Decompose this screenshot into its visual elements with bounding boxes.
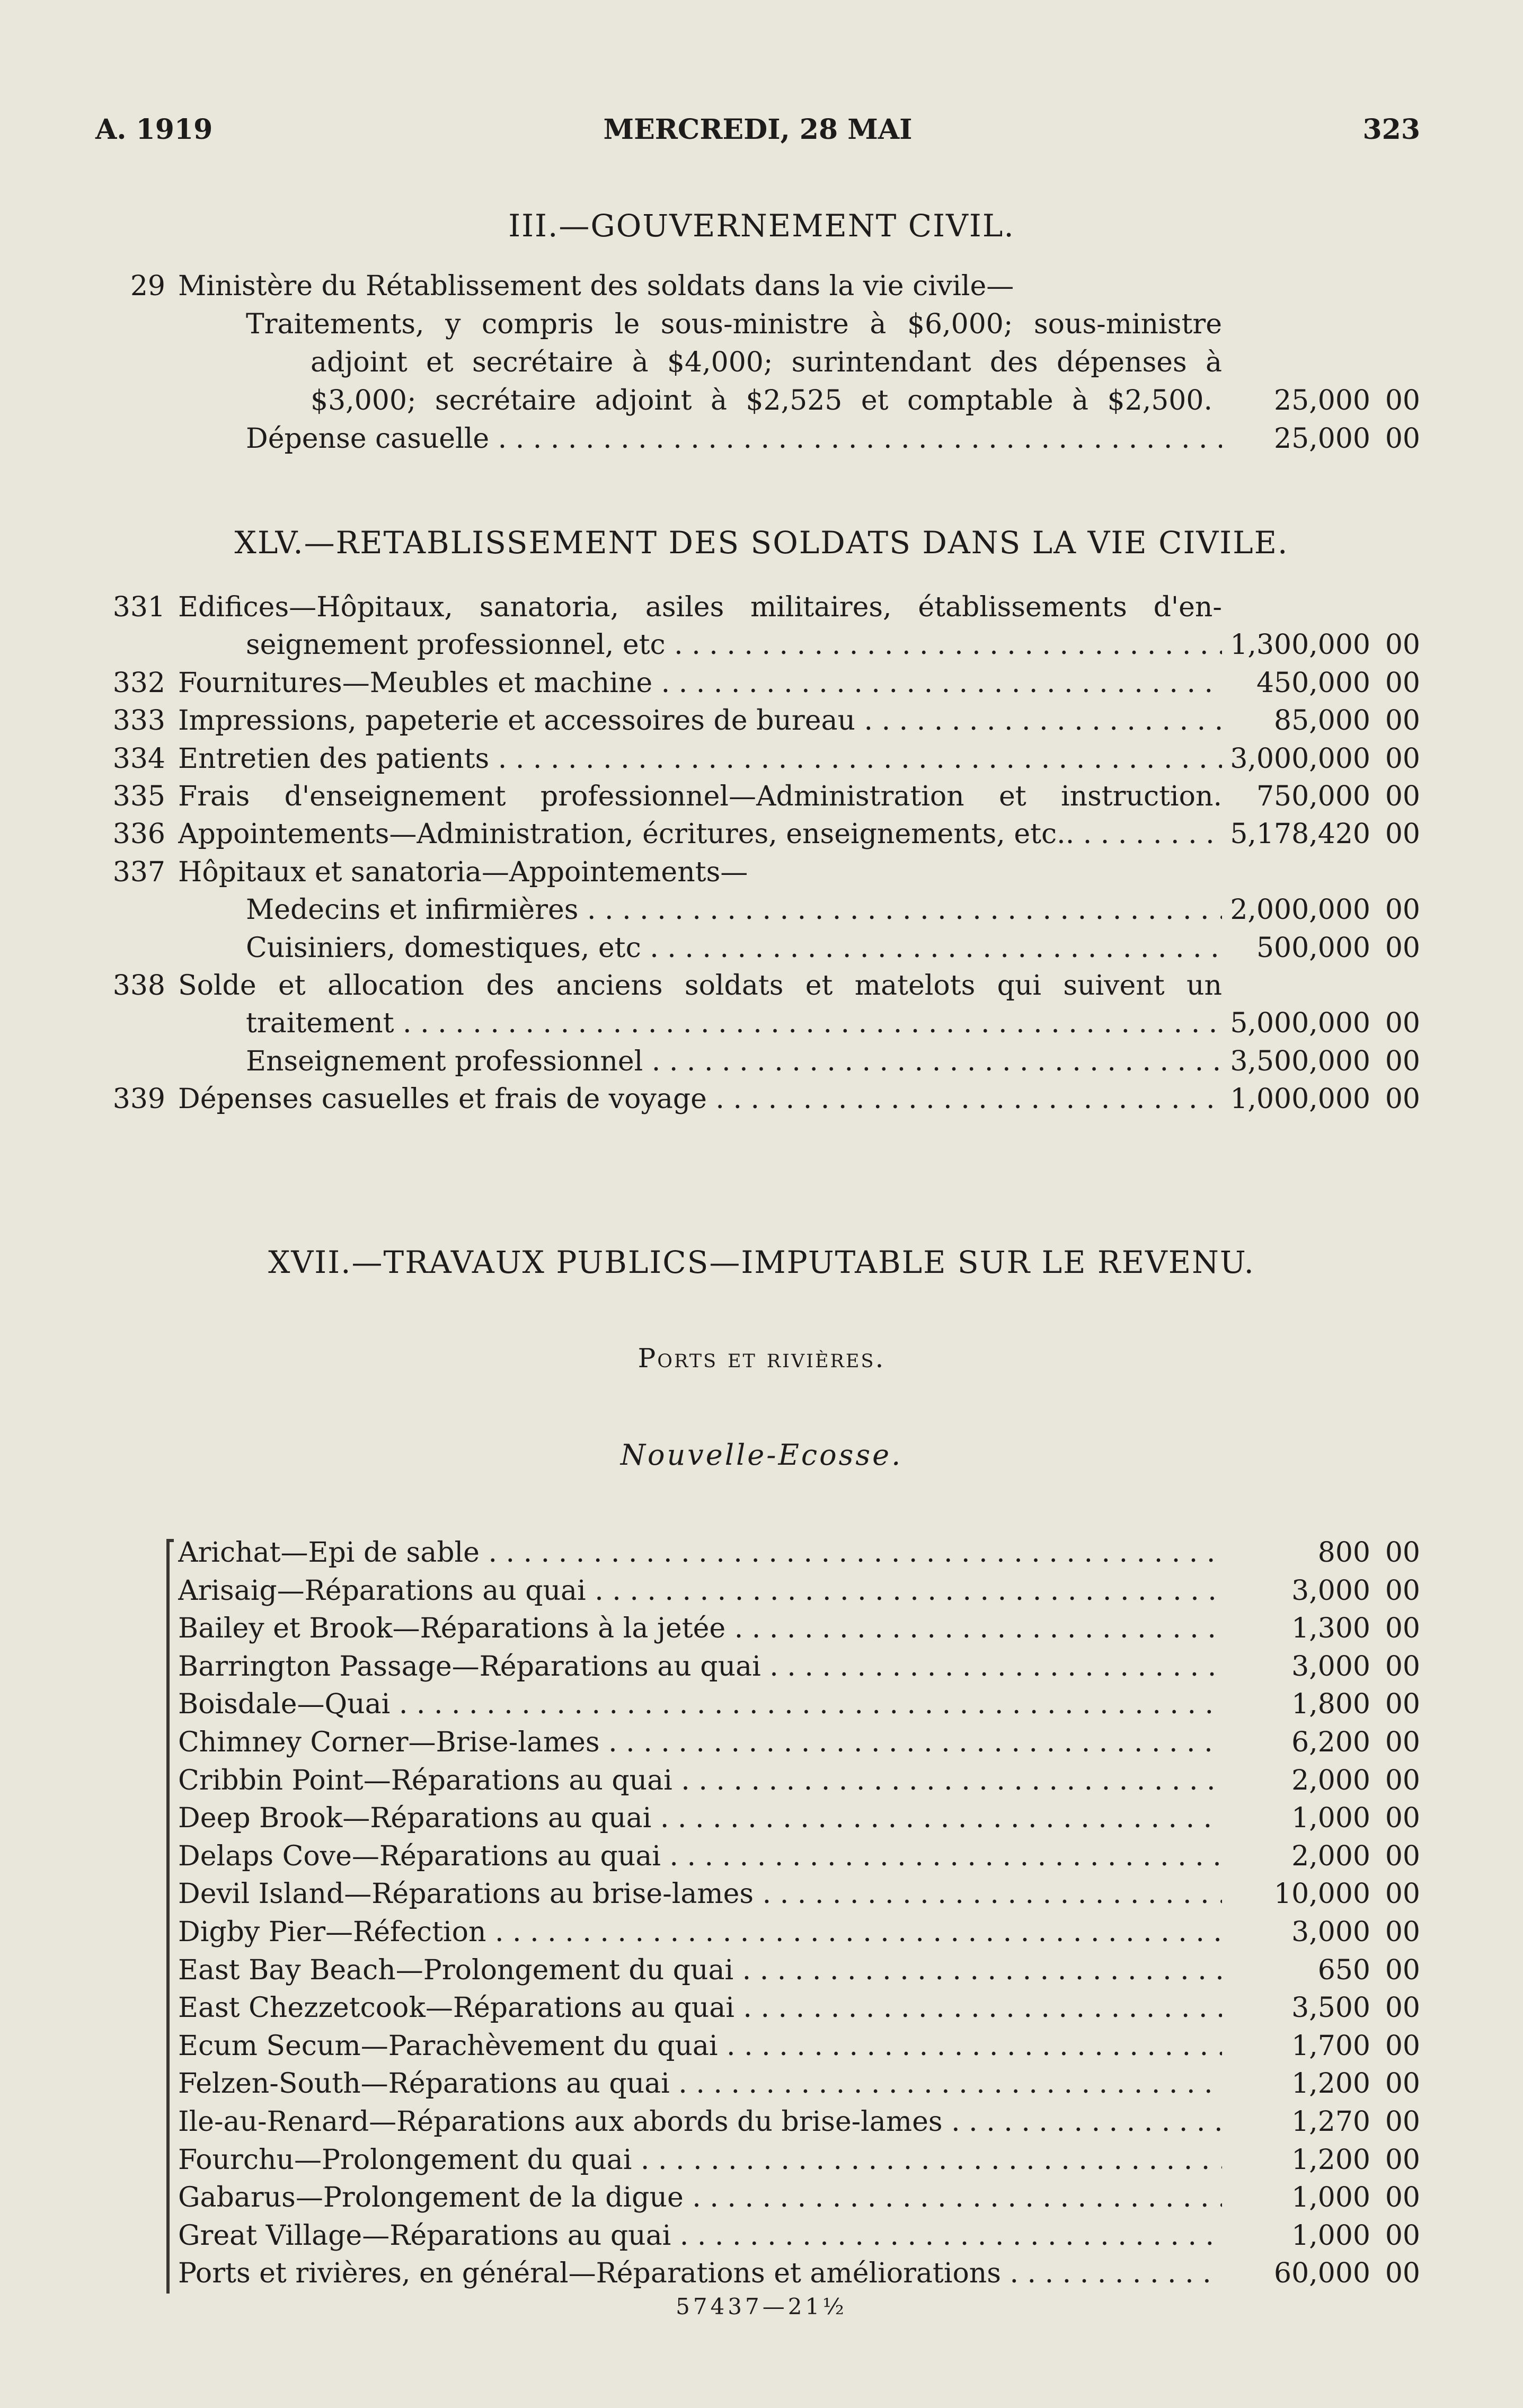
entry-cents: 00: [1385, 1537, 1420, 1569]
entry-number: 331: [112, 591, 165, 623]
entry-cents: 00: [1385, 742, 1420, 775]
table-row: [0, 1609, 1523, 1648]
entry-amount: 650: [1317, 1954, 1370, 1986]
entry-amount: 1,200: [1291, 2068, 1370, 2100]
table-row: [0, 1572, 1523, 1610]
entry-description: Ecum Secum—Parachèvement du quai . . .: [178, 2027, 1222, 2065]
entry-cents: 00: [1385, 423, 1420, 455]
entry-description: Edifices—Hôpitaux, sanatoria, asiles militaires, établissements d'en-: [178, 591, 1222, 623]
entry-cents: 00: [1385, 1840, 1420, 1872]
entry-description: Dépenses casuelles et frais de voyage . . .: [178, 1080, 1222, 1118]
entry-description: Enseignement professionnel . . .: [246, 1042, 1222, 1081]
entry-cents: 00: [1385, 1802, 1420, 1835]
entry-amount: 1,800: [1291, 1688, 1370, 1721]
entry-cents: 00: [1385, 818, 1420, 851]
entry-description: Entretien des patients . . .: [178, 740, 1222, 778]
table-row: [0, 2103, 1523, 2141]
table-row: [0, 1989, 1523, 2027]
table-row: [0, 853, 1523, 891]
entry-amount: 500,000: [1256, 932, 1370, 964]
entry-row: [0, 343, 1523, 382]
entry-description: Hôpitaux et sanatoria—Appointements—: [178, 856, 748, 888]
entry-cents: 00: [1385, 2258, 1420, 2290]
entry-amount: 2,000: [1291, 1840, 1370, 1872]
entry-cents: 00: [1385, 1688, 1420, 1721]
table-row: [0, 2217, 1523, 2255]
entry-description: Frais d'enseignement professionnel—Administration et instruction.: [178, 781, 1222, 812]
section-heading-soldiers-reestablishment: XLV.—RETABLISSEMENT DES SOLDATS DANS LA VIE CIVILE.: [234, 525, 1289, 561]
entry-amount: 85,000: [1274, 705, 1370, 737]
entry-cents: 00: [1385, 2068, 1420, 2100]
entry-description: Deep Brook—Réparations au quai . . .: [178, 1799, 1222, 1837]
entry-cents: 00: [1385, 385, 1420, 417]
entry-cents: 00: [1385, 1045, 1420, 1077]
entry-description: Ports et rivières, en général—Réparations et améliorations . . .: [178, 2254, 1222, 2292]
table-row: [0, 740, 1523, 778]
entry-cents: 00: [1385, 629, 1420, 661]
table-row: [0, 1080, 1523, 1118]
entry-amount: 25,000: [1274, 385, 1370, 417]
entry-number: 332: [112, 667, 165, 699]
table-row: [0, 702, 1523, 740]
entry-amount: 800: [1317, 1537, 1370, 1569]
header-year: A. 1919: [95, 113, 213, 146]
entry-description: adjoint et secrétaire à $4,000; surintendant des dépenses à: [311, 347, 1222, 378]
entry-number: 337: [112, 856, 165, 888]
entry-amount: 750,000: [1256, 781, 1370, 812]
entry-cents: 00: [1385, 1878, 1420, 1910]
page-header: [95, 113, 1420, 150]
entry-row: [0, 305, 1523, 343]
table-row: [0, 1951, 1523, 1989]
entry-description: Digby Pier—Réfection . . .: [178, 1913, 1222, 1951]
entry-description: Bailey et Brook—Réparations à la jetée . . .: [178, 1609, 1222, 1648]
entry-description: Boisdale—Quai . . .: [178, 1685, 1222, 1723]
entry-description: Cribbin Point—Réparations au quai . . .: [178, 1761, 1222, 1800]
entry-amount: 5,000,000: [1230, 1007, 1370, 1040]
table-row: [0, 664, 1523, 702]
entry-amount: 5,178,420: [1230, 818, 1370, 851]
entry-cents: 00: [1385, 932, 1420, 964]
entry-amount: 1,270: [1291, 2106, 1370, 2138]
entry-cents: 00: [1385, 1916, 1420, 1948]
table-row: [0, 588, 1523, 626]
entry-cents: 00: [1385, 2219, 1420, 2252]
header-date: MERCREDI, 28 MAI: [603, 113, 913, 146]
entry-description: Devil Island—Réparations au brise-lames . . .: [178, 1875, 1222, 1913]
entry-amount: 450,000: [1256, 667, 1370, 699]
entry-number: 334: [112, 742, 165, 775]
entry-description: East Bay Beach—Prolongement du quai . . .: [178, 1951, 1222, 1989]
entry-cents: 00: [1385, 1954, 1420, 1986]
table-row: [0, 2065, 1523, 2103]
entry-description: Arichat—Epi de sable . . .: [178, 1534, 1222, 1572]
entry-description: Traitements, y compris le sous-ministre à $6,000; sous-ministre: [246, 308, 1222, 340]
table-row: [0, 2141, 1523, 2179]
entry-cents: 00: [1385, 2182, 1420, 2214]
table-row: [0, 967, 1523, 1005]
table-row: [0, 815, 1523, 853]
section-heading-public-works: XVII.—TRAVAUX PUBLICS—IMPUTABLE SUR LE REVENU.: [268, 1244, 1255, 1280]
table-row: [0, 1042, 1523, 1081]
entry-row: [0, 420, 1523, 458]
entry-amount: 6,200: [1291, 1727, 1370, 1758]
entry-amount: 1,000: [1291, 2182, 1370, 2214]
entry-amount: 2,000,000: [1230, 894, 1370, 926]
entry-cents: 00: [1385, 2030, 1420, 2062]
entry-description: Impressions, papeterie et accessoires de bureau . . .: [178, 702, 1222, 740]
entry-description: Appointements—Administration, écritures, enseignements, etc.. . . .: [178, 815, 1222, 853]
entry-description: Fournitures—Meubles et machine . . .: [178, 664, 1222, 702]
entry-description: Delaps Cove—Réparations au quai . . .: [178, 1837, 1222, 1875]
entry-cents: 00: [1385, 1727, 1420, 1758]
entry-cents: 00: [1385, 1650, 1420, 1683]
entry-amount: 3,500,000: [1230, 1045, 1370, 1077]
entry-amount: 1,300: [1291, 1613, 1370, 1645]
table-row: [0, 777, 1523, 816]
table-row: [0, 2179, 1523, 2217]
entry-description: Cuisiniers, domestiques, etc . . .: [246, 929, 1222, 967]
entry-description: Dépense casuelle . . .: [246, 420, 1222, 458]
entry-cents: 00: [1385, 1764, 1420, 1796]
entry-amount: 3,000: [1291, 1916, 1370, 1948]
entry-amount: 1,000: [1291, 1802, 1370, 1835]
entry-number: 335: [112, 781, 165, 812]
entry-description: Fourchu—Prolongement du quai . . .: [178, 2141, 1222, 2179]
entry-number: 336: [112, 818, 165, 851]
entry-cents: 00: [1385, 1083, 1420, 1116]
table-row: [0, 2254, 1523, 2292]
entry-cents: 00: [1385, 667, 1420, 699]
entry-number: 339: [112, 1083, 165, 1116]
entry-amount: 1,700: [1291, 2030, 1370, 2062]
entry-amount: 1,300,000: [1230, 629, 1370, 661]
region-heading: Nouvelle-Ecosse.: [620, 1438, 903, 1472]
entry-description: Medecins et infirmières . . .: [246, 891, 1222, 929]
entry-number: 338: [112, 970, 165, 1002]
entry-amount: 3,000: [1291, 1650, 1370, 1683]
entry-description: $3,000; secrétaire adjoint à $2,525 et comptable à $2,500.: [311, 385, 1212, 417]
entry-amount: 60,000: [1274, 2258, 1370, 2290]
entry-cents: 00: [1385, 2106, 1420, 2138]
table-row: [0, 1004, 1523, 1042]
entry-description: Gabarus—Prolongement de la digue . . .: [178, 2179, 1222, 2217]
table-row: [0, 2027, 1523, 2065]
table-row: [0, 1534, 1523, 1572]
entry-cents: 00: [1385, 1992, 1420, 2024]
entry-description: traitement . . .: [246, 1004, 1222, 1042]
entry-description: Chimney Corner—Brise-lames . . .: [178, 1723, 1222, 1761]
table-row: [0, 929, 1523, 967]
entry-amount: 1,000: [1291, 2219, 1370, 2252]
entry-cents: 00: [1385, 705, 1420, 737]
table-row: [0, 1913, 1523, 1951]
table-row: [0, 1685, 1523, 1723]
entry-description: seignement professionnel, etc . . .: [246, 626, 1222, 664]
entry-cents: 00: [1385, 1574, 1420, 1607]
entry-description: Great Village—Réparations au quai . . .: [178, 2217, 1222, 2255]
entry-row: [0, 382, 1523, 420]
table-row: [0, 1875, 1523, 1913]
entry-description: East Chezzetcook—Réparations au quai . . .: [178, 1989, 1222, 2027]
table-row: [0, 1799, 1523, 1837]
entry-amount: 25,000: [1274, 423, 1370, 455]
entry-cents: 00: [1385, 1007, 1420, 1040]
entry-amount: 10,000: [1274, 1878, 1370, 1910]
entry-description: Arisaig—Réparations au quai . . .: [178, 1572, 1222, 1610]
entry-amount: 2,000: [1291, 1764, 1370, 1796]
page-number: 323: [1362, 113, 1420, 146]
entry-amount: 1,200: [1291, 2144, 1370, 2176]
entry-number: 29: [130, 270, 165, 302]
entry-description: Ile-au-Renard—Réparations aux abords du brise-lames . . .: [178, 2103, 1222, 2141]
table-row: [0, 1837, 1523, 1875]
entry-row: [0, 267, 1523, 305]
entry-description: Ministère du Rétablissement des soldats dans la vie civile—: [178, 270, 1014, 302]
table-row: [0, 626, 1523, 664]
entry-cents: 00: [1385, 2144, 1420, 2176]
entry-description: Felzen-South—Réparations au quai . . .: [178, 2065, 1222, 2103]
page-footer: 57437—21½: [676, 2294, 847, 2320]
table-row: [0, 1723, 1523, 1761]
entry-number: 333: [112, 705, 165, 737]
entry-amount: 3,000,000: [1230, 742, 1370, 775]
entry-amount: 1,000,000: [1230, 1083, 1370, 1116]
entry-cents: 00: [1385, 894, 1420, 926]
section-heading-civil-government: III.—GOUVERNEMENT CIVIL.: [508, 208, 1015, 244]
subsection-heading: Ports et rivières.: [637, 1343, 886, 1374]
entry-amount: 3,000: [1291, 1574, 1370, 1607]
table-row: [0, 1648, 1523, 1686]
table-row: [0, 1761, 1523, 1800]
entry-description: Solde et allocation des anciens soldats et matelots qui suivent un: [178, 970, 1222, 1002]
table-row: [0, 891, 1523, 929]
entry-cents: 00: [1385, 781, 1420, 812]
entry-cents: 00: [1385, 1613, 1420, 1645]
entry-amount: 3,500: [1291, 1992, 1370, 2024]
entry-description: Barrington Passage—Réparations au quai . . .: [178, 1648, 1222, 1686]
